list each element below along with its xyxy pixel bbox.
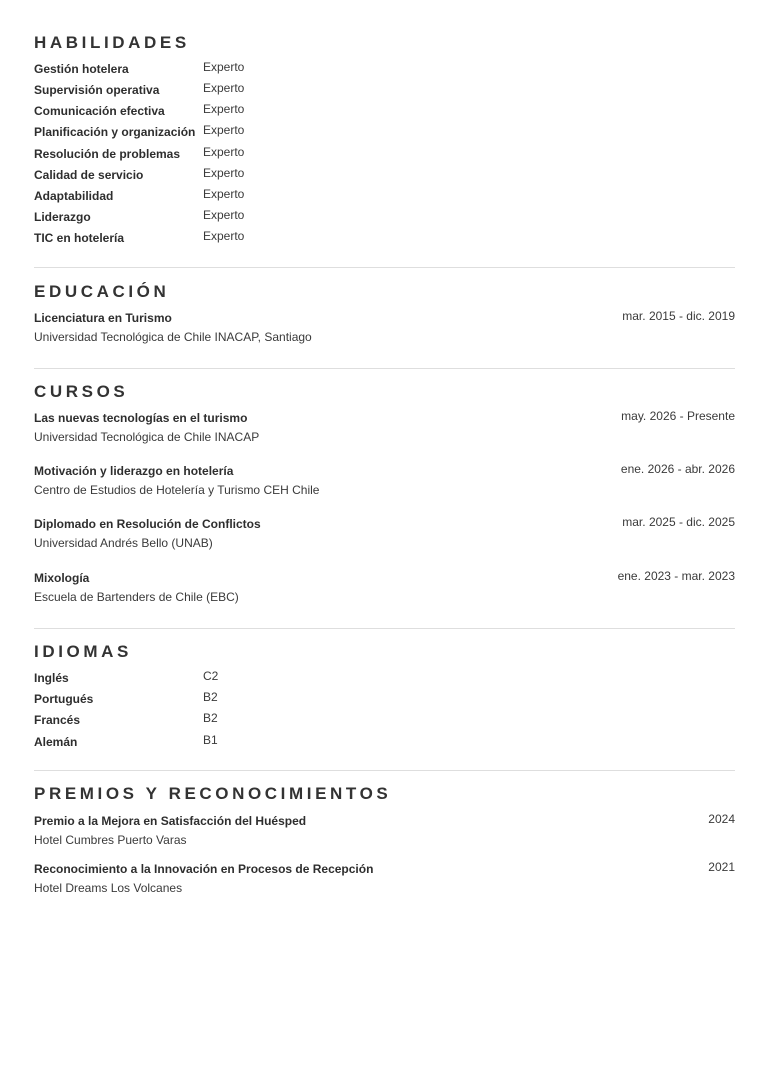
section-divider	[34, 770, 735, 771]
course-dates: mar. 2025 - dic. 2025	[622, 515, 735, 529]
course-name: Las nuevas tecnologías en el turismo	[34, 411, 248, 425]
language-row	[34, 671, 434, 692]
course-dates: may. 2026 - Presente	[621, 409, 735, 423]
award-entry	[34, 814, 735, 854]
skill-level: Experto	[203, 60, 245, 74]
section-title-awards: PREMIOS Y RECONOCIMIENTOS	[34, 784, 392, 803]
course-institution: Universidad Tecnológica de Chile INACAP	[34, 430, 260, 444]
skill-name: Calidad de servicio	[34, 168, 144, 182]
skill-row	[34, 104, 434, 125]
section-divider	[34, 628, 735, 629]
skill-name: Resolución de problemas	[34, 147, 181, 161]
language-level: C2	[203, 669, 219, 683]
education-section	[34, 282, 735, 352]
skill-level: Experto	[203, 81, 245, 95]
course-entry	[34, 411, 735, 451]
course-entry	[34, 517, 735, 557]
language-name: Francés	[34, 713, 81, 727]
skill-name: Liderazgo	[34, 210, 91, 224]
education-dates: mar. 2015 - dic. 2019	[622, 309, 735, 323]
course-institution: Universidad Andrés Bello (UNAB)	[34, 536, 213, 550]
skill-level: Experto	[203, 166, 245, 180]
award-year: 2021	[708, 860, 735, 874]
education-degree: Licenciatura en Turismo	[34, 311, 172, 325]
skill-level: Experto	[203, 102, 245, 116]
award-name: Premio a la Mejora en Satisfacción del Huésped	[34, 814, 307, 828]
section-title-skills: HABILIDADES	[34, 33, 190, 52]
language-row	[34, 692, 434, 713]
skills-section	[34, 33, 735, 253]
skill-row	[34, 168, 434, 189]
language-level: B2	[203, 711, 218, 725]
skill-level: Experto	[203, 208, 245, 222]
language-name: Portugués	[34, 692, 94, 706]
skill-name: Gestión hotelera	[34, 62, 129, 76]
courses-section	[34, 382, 735, 612]
award-name: Reconocimiento a la Innovación en Procesos de Recepción	[34, 862, 374, 876]
section-title-courses: CURSOS	[34, 382, 129, 401]
skill-name: Supervisión operativa	[34, 83, 160, 97]
skill-row	[34, 125, 434, 146]
education-institution: Universidad Tecnológica de Chile INACAP, Santiago	[34, 330, 312, 344]
course-institution: Centro de Estudios de Hotelería y Turismo CEH Chile	[34, 483, 320, 497]
award-year: 2024	[708, 812, 735, 826]
course-entry	[34, 464, 735, 504]
skill-row	[34, 231, 434, 252]
section-title-education: EDUCACIÓN	[34, 282, 170, 301]
award-entry	[34, 862, 735, 902]
skill-row	[34, 62, 434, 83]
course-entry	[34, 571, 735, 611]
skill-name: Planificación y organización	[34, 125, 196, 139]
language-name: Alemán	[34, 735, 78, 749]
course-name: Diplomado en Resolución de Conflictos	[34, 517, 261, 531]
languages-section	[34, 642, 735, 757]
language-level: B2	[203, 690, 218, 704]
course-name: Mixología	[34, 571, 90, 585]
course-institution: Escuela de Bartenders de Chile (EBC)	[34, 590, 239, 604]
awards-section	[34, 784, 735, 904]
skill-row	[34, 83, 434, 104]
language-name: Inglés	[34, 671, 69, 685]
skill-name: Comunicación efectiva	[34, 104, 165, 118]
skill-level: Experto	[203, 229, 245, 243]
language-row	[34, 735, 434, 756]
language-row	[34, 713, 434, 734]
course-dates: ene. 2023 - mar. 2023	[617, 569, 735, 583]
award-issuer: Hotel Dreams Los Volcanes	[34, 881, 183, 895]
skill-name: TIC en hotelería	[34, 231, 125, 245]
language-level: B1	[203, 733, 218, 747]
section-title-languages: IDIOMAS	[34, 642, 132, 661]
section-divider	[34, 368, 735, 369]
skill-row	[34, 210, 434, 231]
skill-level: Experto	[203, 145, 245, 159]
skill-level: Experto	[203, 123, 245, 137]
skill-level: Experto	[203, 187, 245, 201]
award-issuer: Hotel Cumbres Puerto Varas	[34, 833, 187, 847]
course-dates: ene. 2026 - abr. 2026	[620, 462, 735, 476]
course-name: Motivación y liderazgo en hotelería	[34, 464, 234, 478]
education-entry	[34, 311, 735, 351]
skill-name: Adaptabilidad	[34, 189, 114, 203]
skill-row	[34, 147, 434, 168]
section-divider	[34, 267, 735, 268]
skill-row	[34, 189, 434, 210]
